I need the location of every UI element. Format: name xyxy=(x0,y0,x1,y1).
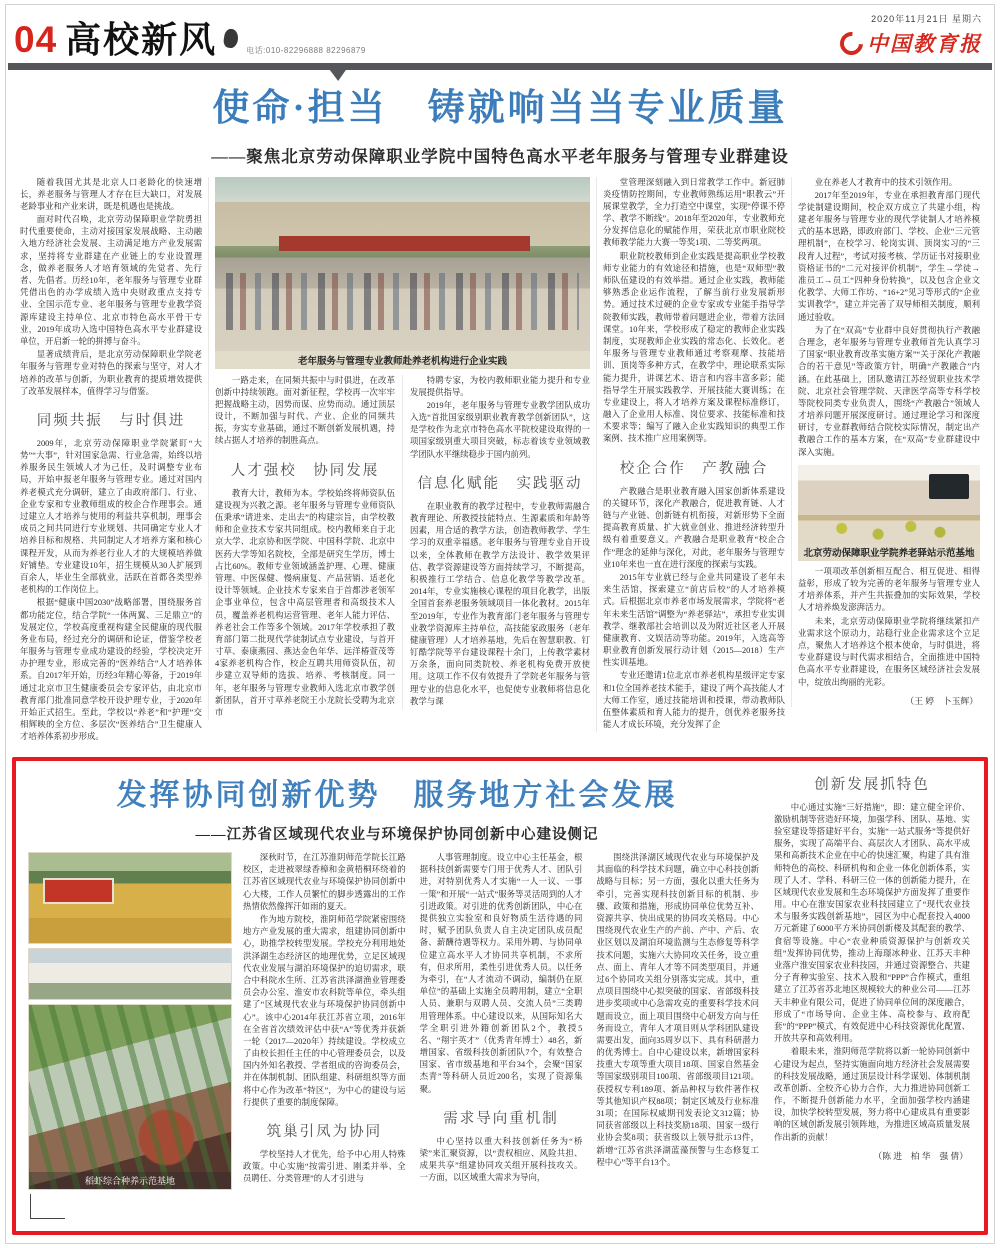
photo-caption: 老年服务与管理专业教师赴养老机构进行企业实践 xyxy=(215,351,590,369)
photo-service-station xyxy=(798,465,980,561)
paragraph: 学校坚持人才优先，给予中心用人特殊政策。中心实施“按需引进、刚柔并举、全员聘任、分类管理”的人才引进与 xyxy=(243,1150,406,1184)
header-rule xyxy=(8,63,992,70)
paragraph: 一项项改革创新相互配合、相互促进、相得益彰，形成了较为完善的老年服务与管理专业人才培养体系，并产生共振叠加的实际效果，学校人才培养焕发澎湃活力。 xyxy=(797,566,980,613)
photo-teachers-group xyxy=(215,177,590,369)
paragraph: 深秋时节，在江苏淮阴师范学院长江路校区，走进被翠绿香樟和金黄梧桐环绕着的江苏省区域现代农业与环境保护协同创新中心大楼，工作人员繁忙的脚步透露出的工作热情依然像挥汗如雨的夏天。 xyxy=(243,853,406,911)
photo-caption: 稻虾综合种养示范基地 xyxy=(29,1172,231,1189)
pointer-line-decoration xyxy=(30,1194,65,1219)
article2-main xyxy=(28,771,766,1220)
paragraph: 人事管理制度。设立中心主任基金，根据科技创新需要专门用于优秀人才、团队引进，对特别优秀人才实施“一人一议、一事一策”和开展“一站式”服务等灵活周到的人才引进政策。对引进的优秀创新团队，中心在提供独立实验室和良好物质生活待遇的同时，赋予团队负责人自主决定团队成员配备、薪酬待遇等权力。采用外聘、与协同单位建立高水平人才协同共享机制，不求所有，但求所用，柔性引进优秀人员。以任务为牵引，在“人才流动不调动，编制仍在原单位”的基础上实施全员聘用制，建立“全职人员、兼职与双聘人员、交流人员”三类聘用管理体系。中心建设以来，从国际知名大学全职引进外籍创新团队2个，教授5名、“翔宇英才”（优秀青年博士）48名，新增国家、省级科技创新团队7个，有效整合国家、省市级基地和平台34个，会聚“国家杰青”等科研人员近200名，实现了资源集聚。 xyxy=(419,853,583,1094)
byline: （陈 进 柏 华 强 倩） xyxy=(873,1150,968,1161)
byline: （王 婷 卜玉辉） xyxy=(905,695,978,706)
paragraph: 2015年专业就已经与企业共同建设了老年未来生活馆，探索建立“前店后校”的人才培养模式。后根据北京市养老市场发展需求，学院将“老年未来生活馆”调整为“养老驿站”，承担专业实训教学、继教部社会培训以及为附近社区老人开展健康教育、文娱活动等功能。2019年，入选高等职业教育创新发展行动计划（2015—2018）生产性实训基地。 xyxy=(602,572,785,668)
article1-col2 xyxy=(215,375,395,721)
masthead-logo xyxy=(840,28,982,58)
article1-col3 xyxy=(402,375,590,710)
paragraph: 中心通过实施“三好措施”，即：建立健全评价、激励机制等营造好环境，加强学科、团队、基地、实验室建设等搭建好平台，实施“一站式服务”等提供好服务，实现了高端平台、高层次人才团队、高水平成果和高新技术企业在中心的快速汇聚，构建了具有淮师特色的高校、科研机构和企业一体化创新体系，实现了人才、学科、科研三位一体的创新能力提升，在区域现代农业发展和生态环境保护方面发挥了重要作用。中心在淮安国家农业科技园建立了“现代农业技术与服务实践创新基地”，园区为中心配套投入4000万元新建了6000平方米协同创新楼及其配套的教学、食宿等设施。中心“农业种质资源保护与创新攻关组”发挥协同优势，推动上海璟冰种业、江苏天丰种业落户淮安国家农业科技园，并通过资源整合、共建分子育种实验室、技术入股和“PPP”合作模式，重组建立了江苏省苏北地区规模较大的种业公司——江苏天丰种业有限公司，促进了协同单位间的深度融合，形成了“市场导向、企业主体、高校参与、政府配套”的“PPP”模式，有效促进中心科技资源优化配置、开放共享和高效利用。 xyxy=(774,802,970,1044)
article1-midcols xyxy=(215,375,590,721)
article2-colB xyxy=(413,852,590,1186)
section-title: 高校新风 xyxy=(65,19,218,60)
article2-colC xyxy=(589,852,766,1170)
phone-line: 电话:010-82296888 82296879 xyxy=(246,46,366,55)
paragraph: 2009年，北京劳动保障职业学院紧盯“大势”“大事”，针对国家急需、行业急需，始终以培养服务民生领域人才为己任，及时调整专业布局，开始申报老年服务与管理专业。通过对国内养老模式充分调研，建立了由政府部门、行业、企业专家和专业教师组成的校企合作理事会。通过建立人才培养与使用的利益共享机制，理事会成员之间共同进行专业规划、共同确定专业人才培养目标和规格、共同制定人才培养方案和核心课程开发，从而为养老行业人才的大规模培养做好铺垫。专业建设10年，招生规模从30人扩展到百余人，毕业生全部就业，活跃在首都各类型养老机构的工作岗位上。 xyxy=(20,438,203,595)
paragraph: 围绕洪泽湖区域现代农业与环境保护及其面临的科学技术问题，确立中心科技创新战略与目标；另一方面，强化以重大任务为牵引，完善实现科技创新目标的机制、步骤、政策和措施，形成协同单位优势互补、资源共享、快出成果的协同攻关格局。中心围绕现代农业生产的产前、产中、产后、农业区划以及湖泊环境监测与生态修复等科学技术问题，实施六大协同攻关任务，设立重点、面上、青年人才等不同类型项目，并通过6个协同攻关组分别落实完成。其中，重点项目围绕中心拟突破的国家、省部级科技进步奖项或中心急需攻克的重要科学技术问题而设立，面上项目围绕中心研发方向与任务而设立，青年人才项目则从学科团队建设需要出发，面向35周岁以下、具有科研潜力的优秀博士。自中心建设以来，新增国家科技重大专项等重大项目18项、国家自然基金等国家级别项目100项、省部级项目121项。获授权专利189项、新品种权与软件著作权等其他知识产权88项；制定区域及行业标准31项；在国际权威期刊发表论文312篇；协同获省部级以上科技奖励18项、国家一级行业协会奖8项；获省级以上领导批示13件，新增“江苏省洪泽湖蓝藻预警与生态修复工程中心”等平台13个。 xyxy=(596,853,760,1167)
issue-date: 2020年11月21日 星期六 xyxy=(871,14,982,24)
paragraph: 职业院校教师到企业实践是提高职业学校教师专业能力的有效途径和措施，也是“双师型”教师队伍建设的有效举措。通过企业实践，教师能够熟悉企业运作流程，了解当前行业发展新形势。通过技术过硬的企业专家或专业能手指导学院教师实践，教师带着问题进企业，带着方法回课堂。10年来，学校形成了稳定的教师企业实践制度，实现教师企业实践的常态化、长效化。老年服务与管理专业教师通过考察观摩、技能培训、顶岗等多种方式，在教学中，理论联系实际能力提升，讲课艺术、语言和内容丰富多彩；能指导学生开展实践教学、开展技能大赛训练；在专业建设上，将人才培养方案及课程标准修订，融入了企业用人标准、岗位要求、技能标准和技术要求等；编写了融入企业实践知识的典型工作案例、技术推广应用案例等。 xyxy=(602,251,785,444)
paragraph: 特聘专家，为校内教师职业能力提升和专业发展提供指导。 xyxy=(410,375,590,397)
article1-col4 xyxy=(596,177,791,733)
tv-screen-decoration xyxy=(929,474,969,499)
paragraph: 产教融合是职业教育融入国家创新体系建设的关键环节，深化产教融合，促进教育链、人才链与产业链、创新链有机衔接，对新形势下全面提高教育质量、扩大就业创业、推进经济转型升级有着重要意义。产教融合是职业教育“校企合作”理念的延伸与深化，对此，老年服务与管理专业10年来也一直在进行深度的探索与实践。 xyxy=(602,486,785,569)
article2-columns xyxy=(28,852,766,1219)
paragraph: 堂管理深刻融入到日常教学工作中。新冠肺炎疫情防控期间，专业教师熟练运用“职教云”开展课堂教学，全力打造空中课堂，实现“停课不停学、教学不断线”。2018年至2020年，专业教师充分发挥信息化的赋能作用，荣获北京市职业院校教师教学能力大赛一等奖1项、二等奖两项。 xyxy=(602,177,785,248)
paragraph: 作为地方院校，淮阴师范学院紧密围绕地方产业发展的重大需求，组建协同创新中心，助推学校转型发展。学校充分利用地处洪泽湖生态经济区的地理优势，立足区域现代农业发展与湖泊环境保护的迫切需求，联合中科院水生所、江苏省洪泽湖渔业管理委员会办公室、淮安市农科院等单位，牵头组建了“区域现代农业与环境保护协同创新中心”。该中心2014年获江苏省立项，2016年在全省首次绩效评估中获“A”等优秀并获新一轮（2017—2020年）持续建设。学校成立了由校长担任主任的中心管理委员会，以及国内外知名教授、学者组成的咨询委员会，并在体制机制、团队组建、科研组织等方面将中心作为改革“特区”，为中心的建设与运行提供了重要的制度保障。 xyxy=(243,915,406,1107)
section-banner xyxy=(14,21,366,58)
article1-columns xyxy=(14,177,986,745)
section-heading: 需求导向重机制 xyxy=(443,1110,559,1127)
paragraph: 一路走来，在同频共振中与时俱进，在改革创新中持续领跑。面对新征程，学校再一次牢牢把握战略主动，因势而谋、应势而动。通过顶层设计，不断加强与时代、产业、企业的同频共振，夯实专业基础，通过不断创新发展机遇，持续占据人才培养的制胜高点。 xyxy=(215,375,395,446)
paragraph: 根据“健康中国2030”战略部署，围绕服务首都功能定位，结合学院“一体两翼、三足鼎立”的发展定位，学校高度重视构建全民健康的现代服务业布局，经过充分的调研和论证，借鉴学校老年服务与管理专业成功建设的经验，学校决定开办护理专业，形成完善的“医养结合”人才培养体系。自2017年开始，历经3年精心筹备，于2019年通过北京市卫生健康委员会专家评估，由北京市教育部门批准同意学校开设护理专业，于2020年开始正式招生。至此，学校以“养老”和“护理”交相辉映的全方位、多层次“医养结合”卫生健康人才培养体系初步形成。 xyxy=(20,598,203,742)
section-heading: 人才强校 协同发展 xyxy=(230,462,380,479)
article1-col5-top xyxy=(798,177,980,459)
article-bottom-box xyxy=(12,757,988,1236)
logo-swirl-icon xyxy=(835,27,867,59)
photo-caption: 北京劳动保障职业学院养老驿站示范基地 xyxy=(798,543,980,561)
article1-subtitle: ——聚焦北京劳动保障职业学院中国特色高水平老年服务与管理专业群建设 xyxy=(211,146,789,166)
article1-middle xyxy=(208,177,596,721)
article1-headline: 使命·担当 铸就响当当专业质量 xyxy=(212,88,788,129)
paragraph: 教育大计，教师为本。学校始终将师资队伍建设视为兴教之源。老年服务与管理专业师资队伍秉承“请进来、走出去”的构建宗旨，由学校教师和企业技术专家共同组成。校内教师来自于北京大学、北京协和医学院、中国科学院、北京中医药大学等知名院校，全部是研究生学历，博士占比60%。教师专业领域涵盖护理、心理、健康管理、中医保健、慢病康复、产品营销、适老化设计等领域。企业技术专家来自于首都涉老领军企事业单位，包含中高层管理者和高级技术人员，覆盖养老机构运营管理、老年人能力评估、养老社会工作等多个领域。2017年学校承担了教育部门第二批现代学徒制试点专业建设，与首开寸草、泰康燕园、燕达金色年华、远洋椿萱茂等4家养老机构合作，校企互聘共用师资队伍，初步建立双导师的选拔、培养、考核制度。同一年，老年服务与管理专业教师入选北京市教学创新团队，首开寸草养老院王小龙院长受聘为北京市 xyxy=(215,488,395,718)
photo-center-building xyxy=(28,948,232,1000)
article1-col1 xyxy=(14,177,208,745)
section-heading: 创新发展抓特色 xyxy=(814,776,930,793)
section-heading: 校企合作 产教融合 xyxy=(619,460,769,477)
page-number: 04 xyxy=(14,19,58,60)
masthead-title: 中国教育报 xyxy=(867,32,982,56)
section-heading: 同频共振 与时俱进 xyxy=(36,412,186,429)
paragraph: 着眼未来，淮阴师范学院将以新一轮协同创新中心建设为起点，坚持实施面向地方经济社会发展需要的科技发展战略，通过顶层设计科学谋划、体制机制改革创新、全校齐心协力合作，大力推进协同创新工作，不断提升创新能力水平，全面加强学校内涵建设，加快学校转型发展，努力将中心建成具有重要影响的区域创新发展引领阵地，为推进区域高质量发展作出新的贡献！ xyxy=(774,1047,970,1142)
paragraph: 面对时代召唤，北京劳动保障职业学院勇担时代重要使命，主动对接国家发展战略、主动融入地方经济社会发展、主动满足地方产业发展需求，坚持将专业群建在产业链上的专业设置理念，做养老服务人才培育领域的先觉者、先行者、先倡者。历经10年，老年服务与管理专业群凭借出色的办学成绩入选中央财政重点支持专业、全国示范专业、老年服务与管理专业教学资源库建设主持单位、北京市特色高水平骨干专业，2019年成功入选中国特色高水平专业群建设单位，开启新一轮的拼搏与奋斗。 xyxy=(20,215,203,346)
paragraph: 在职业教育的教学过程中，专业教师需融合教育理论、所教授技能特点、生源素质和年龄等因素，用合适的教学方法，创造教师教学、学生学习的双重幸福感。老年服务与管理专业自开设以来，全体教师在教学方法设计、教学效果评估、教学资源建设等方面持续学习，不断提高，积极推行工学结合、信息化教学等教学改革。2014年，专业实施核心课程的项目化教学，出版全国首套养老服务领域项目一体化教材。2015年至2019年，专业作为教育部门老年服务与管理专业教学资源库主持单位，高技能家政服务（老年健康管理）人才培养基地，先后在智慧职教、钉钉酷学院等平台建设课程十余门，上传教学素材万余条，面向同类院校、养老机构免费开放使用。这项工作不仅有效提升了学院老年服务与管理专业的信息化水平，也促使专业教师将信息化教学与课 xyxy=(410,501,590,706)
photo-stack xyxy=(28,852,236,1219)
paragraph: 未来，北京劳动保障职业学院将继续紧扣产业需求这个原动力，站稳行业企业需求这个立足点，聚焦人才培养这个根本使命，与时俱进，将专业群建设与时代需求相结合，全面推进中国特色高水平专业群建设，在服务区域经济社会发展中，绽放出绚丽的光彩。 xyxy=(797,616,980,687)
paragraph: 显著成绩背后，是北京劳动保障职业学院老年服务与管理专业对特色的探索与坚守，对人才培养的改革与创新，为职业教育的提质增效提供了改革发展样本，值得学习与借鉴。 xyxy=(20,350,203,396)
paragraph: 业在养老人才教育中的技术引领作用。 xyxy=(814,177,958,187)
paragraph: 专业还邀请1位北京市养老机构星级评定专家和1位全国养老技术能手，建设了两个高技能人才大师工作室，通过技能培训和授课，带动教师队伍整体素质和育人能力的提升，创优养老服务技能人才成长环境，充分发挥了企 xyxy=(602,671,785,730)
section-heading: 信息化赋能 实践驱动 xyxy=(417,475,583,492)
article1-col5 xyxy=(791,177,986,707)
section-heading: 筑巢引凤为协同 xyxy=(266,1124,383,1141)
red-sign-decoration xyxy=(43,878,114,904)
red-banner-decoration xyxy=(279,236,530,251)
article-top xyxy=(0,70,1000,745)
article2-headline: 发挥协同创新优势 服务地方社会发展 xyxy=(116,778,678,812)
people-row-decoration xyxy=(226,273,578,331)
paragraph: 2019年，老年服务与管理专业教学团队成功入选“首批国家级别职业教育教学创新团队”，这是学校作为北京市特色高水平院校建设取得的一项国家级别重大项目突破，标志着该专业领域教学团队水平继续稳步于国内前列。 xyxy=(410,400,590,459)
calligraphy-mark-icon xyxy=(223,28,240,49)
article2-colD xyxy=(766,771,972,1162)
photo-rice-shrimp-base xyxy=(28,1004,232,1190)
page-header xyxy=(0,0,1000,60)
paragraph: 随着我国尤其是北京人口老龄化的快速增长，养老服务与管理人才存在巨大缺口，对发展老龄事业和产业来讲，既是机遇也是挑战。 xyxy=(20,177,203,211)
paragraph: 为了在“双高”专业群中良好贯彻执行产教融合理念，老年服务与管理专业教师首先认真学习了国家“职业教育改革实施方案”“关于深化产教融合的若干意见”等政策方针，明确“产教融合”内涵。在此基础上，团队邀请江苏经贸职业技术学院、北京社会管理学院、天津医学高等专科学校等院校同类专业负责人，围绕“产教融合”领域人才培养问题开展深度研讨。通过理论学习和深度研讨，专业群教师结合院校实际情况，制定出产教融合工作的基本方案，在“双高”专业群建设中深入实施。 xyxy=(797,325,980,457)
paragraph: 2017年至2019年，专业在承担教育部门现代学徒制建设期间，校企双方成立了共建小组，构建老年服务与管理专业的现代学徒制人才培养模式的基本思路，即政府部门、学校、企业“三元管理机制”，在校学习、轮岗实训、顶岗实习的“三段育人过程”，考试对接考核、学历证书对接职业资格证书的“二元对接评价机制”，学生→学徒→准员工→员工“四种身份转换”，以及包含企业文化教学、大师工作坊、“16+2”见习等形式的“企业实训教学”，建立并完善了双导师相关制度，顺利通过验收。 xyxy=(797,190,980,322)
article2-subtitle: ——江苏省区域现代农业与环境保护协同创新中心建设侧记 xyxy=(195,827,599,844)
article1-col5-bottom xyxy=(798,566,980,707)
article2-colA xyxy=(236,852,413,1187)
paragraph: 中心坚持以重大科技创新任务为“桥梁”来汇聚资源，以“责权相应、风险共担、成果共享”组建协同攻关组开展科技攻关。一方面，以区域重大需求为导向， xyxy=(419,1136,583,1183)
photo-wheat-field xyxy=(28,852,232,944)
issue-info xyxy=(840,12,982,58)
